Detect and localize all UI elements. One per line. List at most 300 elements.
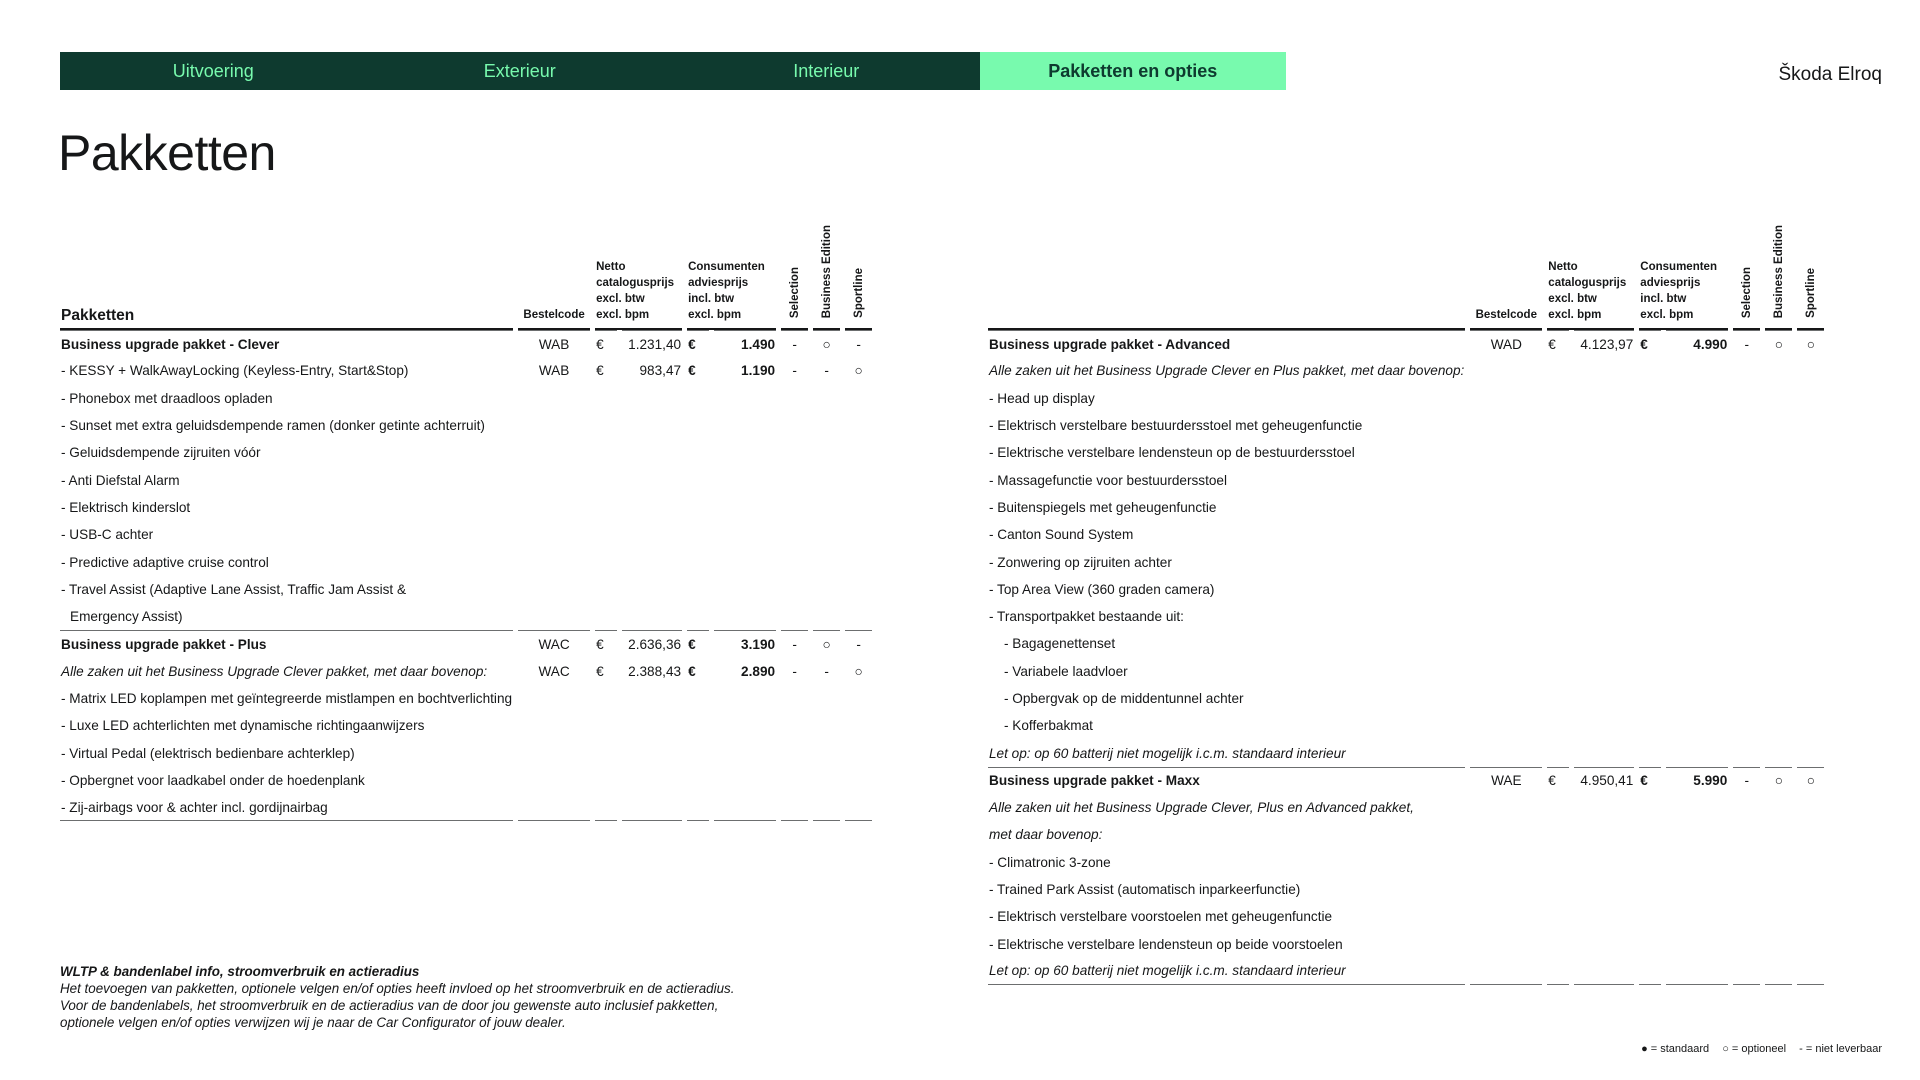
package-name: - Buitenspiegels met geheugenfunctie xyxy=(989,499,1217,515)
order-code xyxy=(518,412,590,439)
package-item-row xyxy=(60,521,872,548)
sportline-availability xyxy=(1797,794,1824,821)
consumer-price xyxy=(714,576,776,603)
package-name: - Matrix LED koplampen met geïntegreerde mistlampen en bochtverlichting xyxy=(61,691,513,706)
currency-sign xyxy=(595,603,617,630)
business-edition-availability xyxy=(813,548,840,575)
tab-pakketten-en-opties[interactable]: Pakketten en opties xyxy=(980,52,1287,90)
currency-sign xyxy=(595,767,617,794)
bestelcode-header: Bestelcode xyxy=(1470,200,1542,330)
currency-sign xyxy=(1639,849,1661,876)
currency-sign xyxy=(595,439,617,466)
business-edition-availability xyxy=(813,576,840,603)
netto-price xyxy=(1574,739,1634,766)
currency-sign: € xyxy=(595,630,617,657)
currency-sign: € xyxy=(1547,767,1569,794)
package-item-row xyxy=(988,357,1824,384)
package-name: - Kofferbakmat xyxy=(1004,718,1093,734)
package-name: - Predictive adaptive cruise control xyxy=(61,554,269,570)
currency-sign xyxy=(1547,630,1569,657)
order-code xyxy=(518,603,590,630)
currency-sign: € xyxy=(687,630,709,657)
consumer-price xyxy=(1666,603,1728,630)
package-name: Let op: op 60 batterij niet mogelijk i.c.m. standaard interieur xyxy=(988,958,1465,985)
business-edition-availability xyxy=(1765,466,1792,493)
selection-availability xyxy=(1733,876,1760,903)
package-item-row xyxy=(60,739,872,766)
currency-sign xyxy=(595,548,617,575)
selection-availability: - xyxy=(781,330,808,357)
currency-sign xyxy=(595,712,617,739)
consumer-price xyxy=(1666,876,1728,903)
currency-sign xyxy=(1547,958,1569,985)
currency-sign xyxy=(1639,739,1661,766)
package-item-row xyxy=(988,576,1824,603)
selection-availability xyxy=(781,794,808,821)
netto-price xyxy=(622,466,682,493)
package-name: - Massagefunctie voor bestuurdersstoel xyxy=(989,472,1228,488)
netto-price xyxy=(622,576,682,603)
selection-availability: - xyxy=(1733,767,1760,794)
section-tabs xyxy=(60,52,1286,90)
consumer-price xyxy=(1666,685,1728,712)
currency-sign: € xyxy=(1639,330,1661,357)
order-code xyxy=(1470,494,1542,521)
selection-availability xyxy=(1733,958,1760,985)
package-name: - Bagagenettenset xyxy=(1004,636,1116,652)
package-item-row xyxy=(988,385,1824,412)
selection-availability xyxy=(781,767,808,794)
footnote-line: Het toevoegen van pakketten, optionele velgen en/of opties heeft invloed op het stroomverbruik en de actieradius. xyxy=(60,981,735,996)
netto-price xyxy=(1574,521,1634,548)
netto-price xyxy=(1574,849,1634,876)
sportline-availability xyxy=(1797,712,1824,739)
sportline-availability xyxy=(1797,412,1824,439)
package-item-row xyxy=(60,767,872,794)
netto-price xyxy=(1574,794,1634,821)
sportline-availability xyxy=(1797,521,1824,548)
package-name: Business upgrade pakket - Maxx xyxy=(988,767,1465,794)
selection-availability xyxy=(1733,658,1760,685)
consumer-price xyxy=(1666,385,1728,412)
order-code xyxy=(1470,630,1542,657)
tab-uitvoering[interactable]: Uitvoering xyxy=(60,52,367,90)
sportline-availability: - xyxy=(845,630,872,657)
package-item-row xyxy=(988,412,1824,439)
currency-sign xyxy=(687,385,709,412)
package-row xyxy=(60,357,872,384)
netto-price: 4.123,97 xyxy=(1574,330,1634,357)
currency-sign xyxy=(595,466,617,493)
netto-price xyxy=(1574,385,1634,412)
footnote-title: WLTP & bandenlabel info, stroomverbruik en actieradius xyxy=(60,964,420,979)
selection-availability xyxy=(1733,739,1760,766)
currency-sign: € xyxy=(595,330,617,357)
selection-availability: - xyxy=(1733,330,1760,357)
package-item-row xyxy=(988,821,1824,848)
selection-availability xyxy=(1733,685,1760,712)
package-name: - Top Area View (360 graden camera) xyxy=(989,581,1215,597)
netto-price xyxy=(622,603,682,630)
business-edition-availability xyxy=(813,521,840,548)
netto-price xyxy=(622,521,682,548)
currency-sign xyxy=(595,576,617,603)
business-edition-availability xyxy=(813,685,840,712)
package-item-row xyxy=(60,794,872,821)
order-code: WAB xyxy=(538,363,570,379)
package-name: - Elektrisch kinderslot xyxy=(61,499,191,515)
sportline-availability xyxy=(845,521,872,548)
package-name: - Elektrische verstelbare lendensteun op de bestuurdersstoel xyxy=(989,445,1355,461)
selection-availability xyxy=(1733,794,1760,821)
consumer-price xyxy=(1666,576,1728,603)
business-edition-header: Business Edition xyxy=(1765,200,1792,330)
package-name: - USB-C achter xyxy=(61,527,154,543)
sportline-availability xyxy=(1797,357,1824,384)
order-code xyxy=(518,439,590,466)
currency-sign xyxy=(687,576,709,603)
business-edition-availability xyxy=(813,794,840,821)
selection-availability xyxy=(1733,821,1760,848)
sportline-availability xyxy=(845,603,872,630)
package-name: Emergency Assist) xyxy=(70,609,183,625)
currency-sign xyxy=(1547,658,1569,685)
selection-availability xyxy=(1733,412,1760,439)
currency-sign xyxy=(1547,712,1569,739)
selection-availability xyxy=(781,494,808,521)
package-name: - Head up display xyxy=(989,390,1095,406)
consumer-price xyxy=(714,385,776,412)
package-item-row xyxy=(988,548,1824,575)
selection-availability: - xyxy=(792,663,797,679)
netto-price xyxy=(622,739,682,766)
business-edition-availability xyxy=(1765,630,1792,657)
sportline-availability xyxy=(1797,903,1824,930)
business-edition-availability xyxy=(1765,412,1792,439)
netto-price xyxy=(622,412,682,439)
netto-price: 983,47 xyxy=(639,363,682,379)
netto-price xyxy=(1574,412,1634,439)
package-row xyxy=(988,330,1824,357)
business-edition-availability xyxy=(1765,521,1792,548)
netto-price xyxy=(1574,494,1634,521)
footnote-line: Voor de bandenlabels, het stroomverbruik en de actieradius van de door jou gewenste auto inclusief pakketten, xyxy=(60,998,719,1013)
order-code xyxy=(518,767,590,794)
consumer-price: 5.990 xyxy=(1666,767,1728,794)
selection-availability xyxy=(781,712,808,739)
sportline-availability xyxy=(1797,548,1824,575)
order-code xyxy=(518,576,590,603)
sportline-availability xyxy=(1797,931,1824,958)
currency-sign xyxy=(1547,876,1569,903)
package-item-row xyxy=(60,494,872,521)
package-item-row xyxy=(60,576,872,603)
sportline-availability xyxy=(1797,494,1824,521)
currency-sign xyxy=(1639,521,1661,548)
netto-price xyxy=(622,385,682,412)
package-item-row xyxy=(988,439,1824,466)
order-code xyxy=(1470,603,1542,630)
currency-sign xyxy=(595,685,617,712)
business-edition-availability xyxy=(1765,548,1792,575)
business-edition-availability xyxy=(813,767,840,794)
currency-sign xyxy=(1639,466,1661,493)
sportline-availability xyxy=(1797,658,1824,685)
package-name: - Anti Diefstal Alarm xyxy=(61,472,180,488)
currency-sign xyxy=(1547,685,1569,712)
sportline-availability: - xyxy=(845,330,872,357)
currency-sign: € xyxy=(1639,767,1661,794)
selection-availability xyxy=(781,548,808,575)
package-name: Business upgrade pakket - Plus xyxy=(60,630,513,657)
business-edition-availability xyxy=(813,466,840,493)
currency-sign xyxy=(1547,548,1569,575)
sportline-availability xyxy=(845,576,872,603)
order-code xyxy=(1470,385,1542,412)
netto-price xyxy=(1574,685,1634,712)
sportline-availability xyxy=(1797,821,1824,848)
currency-sign xyxy=(1547,357,1569,384)
currency-sign xyxy=(1547,794,1569,821)
package-name: - Trained Park Assist (automatisch inparkeerfunctie) xyxy=(989,882,1301,898)
package-item-row xyxy=(988,658,1824,685)
consumer-price xyxy=(1666,712,1728,739)
consumer-price xyxy=(714,767,776,794)
business-edition-availability xyxy=(1765,931,1792,958)
consumer-price xyxy=(1666,658,1728,685)
currency-sign xyxy=(1639,685,1661,712)
currency-sign xyxy=(1639,712,1661,739)
business-edition-availability xyxy=(1765,876,1792,903)
currency-sign xyxy=(1639,576,1661,603)
netto-header: Netto catalogusprijs excl. btw excl. bpm xyxy=(1547,200,1634,330)
currency-sign xyxy=(1639,412,1661,439)
currency-sign xyxy=(1547,931,1569,958)
order-code xyxy=(1470,576,1542,603)
business-edition-availability xyxy=(1765,357,1792,384)
consumer-price xyxy=(1666,630,1728,657)
currency-sign xyxy=(1639,494,1661,521)
business-edition-availability xyxy=(813,712,840,739)
business-edition-availability xyxy=(1765,794,1792,821)
package-name: - Zij-airbags voor & achter incl. gordijnairbag xyxy=(60,794,513,821)
order-code: WAB xyxy=(518,330,590,357)
order-code xyxy=(1470,794,1542,821)
netto-price: 2.636,36 xyxy=(622,630,682,657)
currency-sign xyxy=(687,439,709,466)
order-code xyxy=(518,548,590,575)
order-code: WAC xyxy=(518,630,590,657)
netto-price: 1.231,40 xyxy=(622,330,682,357)
package-name: Alle zaken uit het Business Upgrade Clever pakket, met daar bovenop: xyxy=(61,663,488,679)
legend-optional: ○ = optioneel xyxy=(1722,1043,1787,1055)
netto-price xyxy=(622,685,682,712)
selection-availability xyxy=(1733,712,1760,739)
business-edition-header: Business Edition xyxy=(813,200,840,330)
sportline-availability xyxy=(845,412,872,439)
netto-price xyxy=(1574,658,1634,685)
currency-sign xyxy=(687,548,709,575)
currency-sign xyxy=(1547,521,1569,548)
selection-availability xyxy=(1733,576,1760,603)
currency-sign xyxy=(687,794,709,821)
package-name: - Transportpakket bestaande uit: xyxy=(989,609,1184,625)
order-code xyxy=(1470,876,1542,903)
package-name: - Opbergvak op de middentunnel achter xyxy=(1004,691,1244,706)
order-code xyxy=(518,794,590,821)
consumer-price xyxy=(1666,412,1728,439)
business-edition-availability xyxy=(813,439,840,466)
currency-sign xyxy=(595,412,617,439)
package-name: - Variabele laadvloer xyxy=(1004,663,1128,679)
currency-sign xyxy=(595,794,617,821)
sportline-availability xyxy=(1797,876,1824,903)
selection-availability xyxy=(781,439,808,466)
tab-exterieur[interactable]: Exterieur xyxy=(367,52,674,90)
business-edition-availability xyxy=(813,412,840,439)
consumer-price xyxy=(714,521,776,548)
currency-sign xyxy=(1639,439,1661,466)
currency-sign xyxy=(1639,603,1661,630)
selection-availability xyxy=(781,466,808,493)
currency-sign xyxy=(1547,439,1569,466)
sportline-availability xyxy=(1797,739,1824,766)
order-code xyxy=(518,712,590,739)
consumer-price xyxy=(1666,794,1728,821)
package-item-row xyxy=(988,494,1824,521)
consumer-price xyxy=(1666,821,1728,848)
wltp-footnote xyxy=(60,963,734,1031)
currency-sign xyxy=(1547,466,1569,493)
consumer-price xyxy=(1666,931,1728,958)
business-edition-availability xyxy=(1765,712,1792,739)
package-name: - KESSY + WalkAwayLocking (Keyless-Entry, Start&Stop) xyxy=(61,363,409,379)
selection-availability xyxy=(1733,903,1760,930)
selection-availability xyxy=(1733,439,1760,466)
currency-sign: € xyxy=(688,363,696,379)
currency-sign xyxy=(1639,958,1661,985)
order-code xyxy=(518,494,590,521)
package-name: - Opbergnet voor laadkabel onder de hoedenplank xyxy=(61,772,365,788)
consumer-price: 4.990 xyxy=(1666,330,1728,357)
currency-sign xyxy=(595,494,617,521)
currency-sign xyxy=(1639,385,1661,412)
netto-header: Netto catalogusprijs excl. btw excl. bpm xyxy=(595,200,682,330)
sportline-header: Sportline xyxy=(1797,200,1824,330)
business-edition-availability xyxy=(1765,903,1792,930)
package-item-row xyxy=(988,931,1824,958)
netto-price xyxy=(622,712,682,739)
netto-price xyxy=(1574,712,1634,739)
selection-availability xyxy=(781,739,808,766)
selection-availability xyxy=(781,685,808,712)
order-code xyxy=(518,521,590,548)
consumer-price xyxy=(714,548,776,575)
order-code: WAC xyxy=(538,663,570,679)
order-code xyxy=(1470,821,1542,848)
currency-sign xyxy=(595,521,617,548)
sportline-availability xyxy=(1797,439,1824,466)
business-edition-availability xyxy=(813,385,840,412)
section-header-right xyxy=(988,200,1465,330)
netto-price xyxy=(1574,603,1634,630)
selection-availability xyxy=(781,603,808,630)
selection-header: Selection xyxy=(1733,200,1760,330)
package-name: - Travel Assist (Adaptive Lane Assist, Traffic Jam Assist & xyxy=(61,581,407,597)
business-edition-availability: - xyxy=(824,663,829,679)
sportline-availability xyxy=(1797,385,1824,412)
netto-price xyxy=(1574,439,1634,466)
order-code xyxy=(518,466,590,493)
currency-sign xyxy=(1639,630,1661,657)
tab-interieur[interactable]: Interieur xyxy=(673,52,980,90)
netto-price xyxy=(1574,630,1634,657)
sportline-availability: ○ xyxy=(1797,767,1824,794)
bestelcode-header: Bestelcode xyxy=(518,200,590,330)
netto-price xyxy=(1574,903,1634,930)
currency-sign xyxy=(1639,658,1661,685)
package-name: - Luxe LED achterlichten met dynamische richtingaanwijzers xyxy=(61,718,425,734)
business-edition-availability xyxy=(813,603,840,630)
order-code: WAD xyxy=(1470,330,1542,357)
currency-sign xyxy=(687,521,709,548)
selection-availability xyxy=(1733,630,1760,657)
currency-sign xyxy=(687,494,709,521)
package-name: - Sunset met extra geluidsdempende ramen (donker getinte achterruit) xyxy=(61,418,485,434)
selection-availability xyxy=(1733,603,1760,630)
order-code xyxy=(1470,958,1542,985)
package-item-row xyxy=(988,739,1824,766)
currency-sign xyxy=(687,767,709,794)
business-edition-availability: - xyxy=(824,363,829,379)
consumer-price xyxy=(1666,739,1728,766)
brand-label: Škoda Elroq xyxy=(1778,64,1882,85)
package-item-row xyxy=(988,958,1824,985)
currency-sign: € xyxy=(596,363,604,379)
business-edition-availability xyxy=(1765,821,1792,848)
order-code xyxy=(1470,412,1542,439)
package-name: - Phonebox met draadloos opladen xyxy=(61,390,273,406)
netto-price xyxy=(1574,876,1634,903)
sportline-availability xyxy=(1797,685,1824,712)
business-edition-availability xyxy=(1765,849,1792,876)
selection-availability xyxy=(1733,521,1760,548)
order-code xyxy=(1470,931,1542,958)
currency-sign xyxy=(687,603,709,630)
package-item-row xyxy=(988,603,1824,630)
consumer-price xyxy=(1666,548,1728,575)
sportline-availability: ○ xyxy=(1797,330,1824,357)
business-edition-availability xyxy=(1765,685,1792,712)
sportline-availability xyxy=(1797,849,1824,876)
order-code xyxy=(518,739,590,766)
selection-availability xyxy=(781,521,808,548)
netto-price xyxy=(622,794,682,821)
legend-not-available: - = niet leverbaar xyxy=(1799,1043,1882,1055)
business-edition-availability xyxy=(813,494,840,521)
selection-availability xyxy=(1733,548,1760,575)
consumer-price xyxy=(714,603,776,630)
sportline-availability xyxy=(1797,466,1824,493)
package-item-row xyxy=(988,466,1824,493)
consumer-price xyxy=(714,412,776,439)
selection-availability xyxy=(781,385,808,412)
package-name: met daar bovenop: xyxy=(989,827,1103,843)
business-edition-availability xyxy=(1765,658,1792,685)
package-item-row xyxy=(60,385,872,412)
currency-sign xyxy=(1547,903,1569,930)
sportline-availability xyxy=(845,439,872,466)
